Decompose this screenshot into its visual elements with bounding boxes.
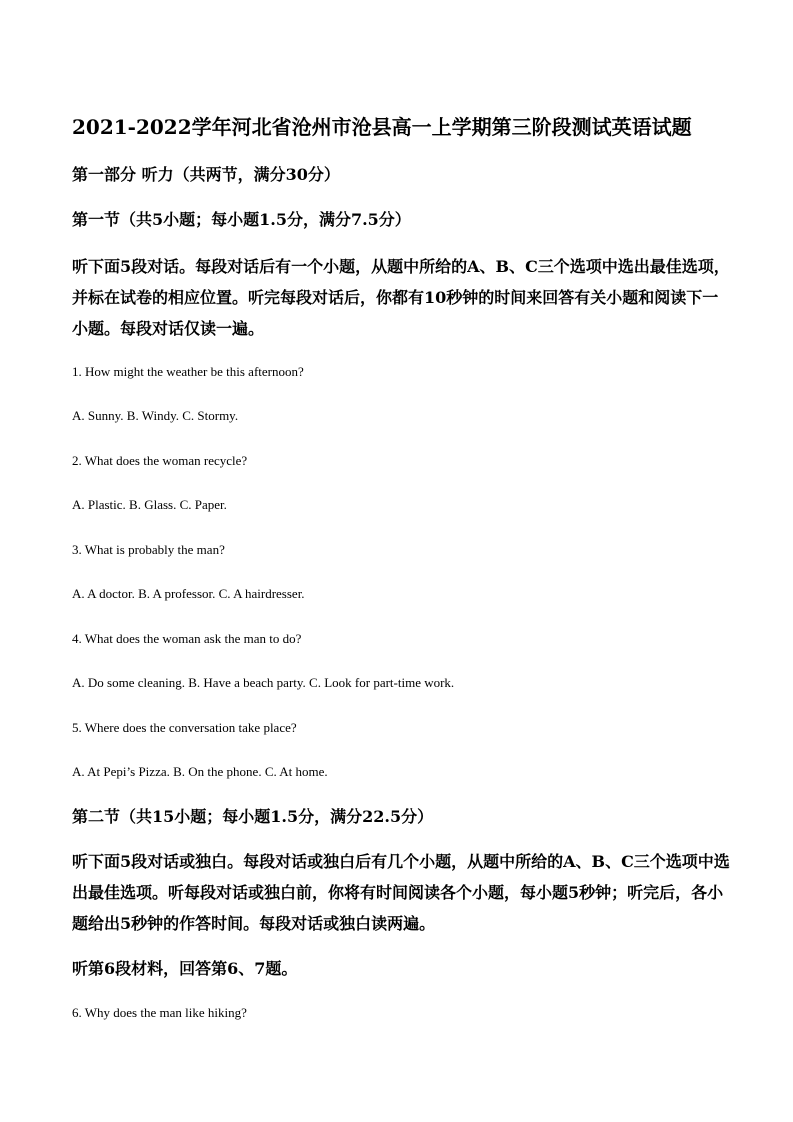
section1-instructions: 听下面5段对话。每段对话后有一个小题，从题中所给的A、B、C三个选项中选出最佳选项，并标在试卷的相应位置。听完每段对话后，你都有10秒钟的时间来回答有关小题和阅读下一小题。每段对话仅读一遍。: [72, 257, 730, 338]
question-6: 6. Why does the man like hiking?: [72, 1005, 247, 1020]
section2-heading: 第二节（共15小题；每小题1.5分，满分22.5分）: [72, 807, 434, 826]
question-5: 5. Where does the conversation take place?: [72, 720, 297, 735]
question-5-options: A. At Pepi’s Pizza. B. On the phone. C. At home.: [72, 764, 328, 779]
question-4: 4. What does the woman ask the man to do?: [72, 631, 302, 646]
question-1: 1. How might the weather be this afternoon?: [72, 364, 304, 379]
question-2: 2. What does the woman recycle?: [72, 453, 248, 468]
material-6-heading: 听第6段材料，回答第6、7题。: [72, 959, 298, 978]
question-2-options: A. Plastic. B. Glass. C. Paper.: [72, 497, 227, 512]
question-3: 3. What is probably the man?: [72, 542, 225, 557]
section2-instructions: 听下面5段对话或独白。每段对话或独白后有几个小题，从题中所给的A、B、C三个选项中选出最佳选项。听每段对话或独白前，你将有时间阅读各个小题，每小题5秒钟；听完后，各小题给出5秒钟的作答时间。每段对话或独白读两遍。: [72, 852, 730, 933]
part1-heading: 第一部分 听力（共两节，满分30分）: [72, 165, 340, 184]
question-4-options: A. Do some cleaning. B. Have a beach party. C. Look for part-time work.: [72, 675, 455, 690]
question-1-options: A. Sunny. B. Windy. C. Stormy.: [72, 408, 239, 423]
question-3-options: A. A doctor. B. A professor. C. A hairdresser.: [72, 586, 305, 601]
page-title: 2021-2022学年河北省沧州市沧县高一上学期第三阶段测试英语试题: [72, 115, 692, 139]
section1-heading: 第一节（共5小题；每小题1.5分，满分7.5分）: [72, 210, 411, 229]
